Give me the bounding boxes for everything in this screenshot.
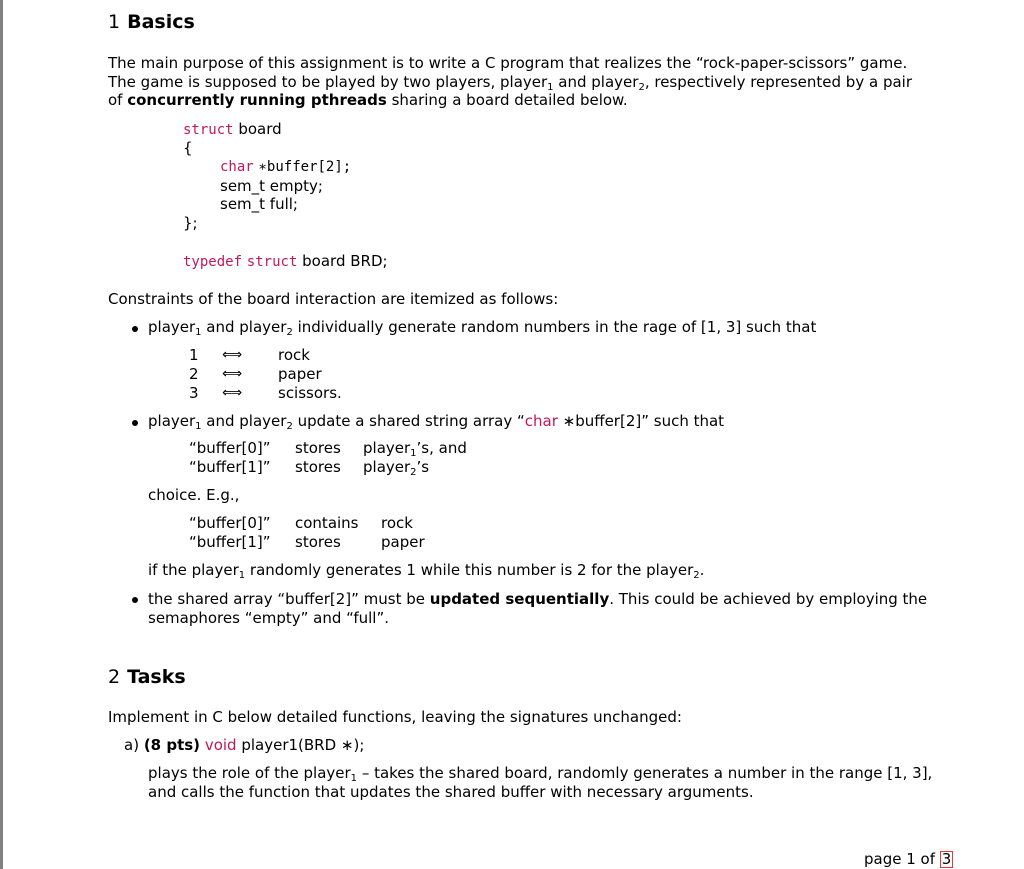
code-close-brace: };: [183, 214, 198, 232]
iff-arrow-icon: ⟺: [222, 385, 243, 401]
example-col1-row2: “buffer[1]”: [189, 533, 271, 551]
page-footer: page 1 of 3: [864, 850, 952, 868]
mapping-label-1: rock: [278, 346, 310, 364]
mapping-num-1: 1: [189, 346, 199, 364]
tasks-intro: Implement in C below detailed functions, leaving the signatures unchanged:: [108, 708, 682, 726]
example-col2-row1: contains: [295, 514, 359, 532]
stores-col3-row1: player$_1$’s, and: [363, 439, 467, 459]
stores-col1-row1: “buffer[0]”: [189, 439, 271, 457]
stores-col1-row2: “buffer[1]”: [189, 458, 271, 476]
mapping-label-3: scissors.: [278, 384, 342, 402]
bullet-dot: [132, 597, 138, 603]
bullet-3-line-2: semaphores “empty” and “full”.: [148, 609, 390, 627]
code-typedef-line: typedef struct board BRD;: [183, 252, 388, 270]
code-buffer-line: char ∗buffer[2];: [220, 159, 352, 175]
intro-line-2: The game is supposed to be played by two players, player$_1$ and player$_2$, respectively represented by a pair: [108, 73, 912, 93]
example-col3-row1: rock: [381, 514, 413, 532]
constraints-intro: Constraints of the board interaction are itemized as follows:: [108, 290, 559, 308]
intro-line-3: of concurrently running pthreads sharing a board detailed below.: [108, 91, 628, 109]
example-col2-row2: stores: [295, 533, 341, 551]
bullet-1-text: player$_1$ and player$_2$ individually generate random numbers in the rage of [1, 3] such that: [148, 318, 817, 338]
left-border: [0, 0, 3, 869]
section-1-heading: 1 Basics: [108, 11, 195, 33]
bullet-2-text: player$_1$ and player$_2$ update a shared string array “char ∗buffer[2]” such that: [148, 412, 725, 432]
task-a-signature: a) (8 pts) void player1(BRD ∗);: [124, 736, 365, 754]
bullet-dot: [132, 420, 138, 426]
page-total-link[interactable]: 3: [941, 850, 952, 868]
stores-col3-row2: player$_2$’s: [363, 458, 430, 478]
mapping-num-3: 3: [189, 384, 199, 402]
mapping-num-2: 2: [189, 365, 199, 383]
bullet-dot: [132, 326, 138, 332]
mapping-label-2: paper: [278, 365, 322, 383]
code-full-line: sem_t full;: [220, 195, 298, 213]
bullet-3-line-1: the shared array “buffer[2]” must be updated sequentially. This could be achieved by employing the: [148, 590, 928, 608]
example-col1-row1: “buffer[0]”: [189, 514, 271, 532]
example-col3-row2: paper: [381, 533, 425, 551]
iff-arrow-icon: ⟺: [222, 366, 243, 382]
code-struct-line: struct board: [183, 120, 282, 138]
stores-col2-row1: stores: [295, 439, 341, 457]
section-2-heading: 2 Tasks: [108, 666, 186, 688]
choice-text: choice. E.g.,: [148, 486, 240, 504]
code-open-brace: {: [183, 139, 193, 157]
task-a-desc-line-2: and calls the function that updates the shared buffer with necessary arguments.: [148, 783, 754, 801]
stores-col2-row2: stores: [295, 458, 341, 476]
if-text: if the player$_1$ randomly generates 1 while this number is 2 for the player$_2$.: [148, 561, 705, 581]
code-empty-line: sem_t empty;: [220, 177, 323, 195]
intro-line-1: The main purpose of this assignment is to write a C program that realizes the “rock-paper-scissors” game.: [108, 54, 908, 72]
iff-arrow-icon: ⟺: [222, 347, 243, 363]
task-a-desc-line-1: plays the role of the player$_1$ – takes the shared board, randomly generates a number in the range [1, 3],: [148, 764, 933, 784]
